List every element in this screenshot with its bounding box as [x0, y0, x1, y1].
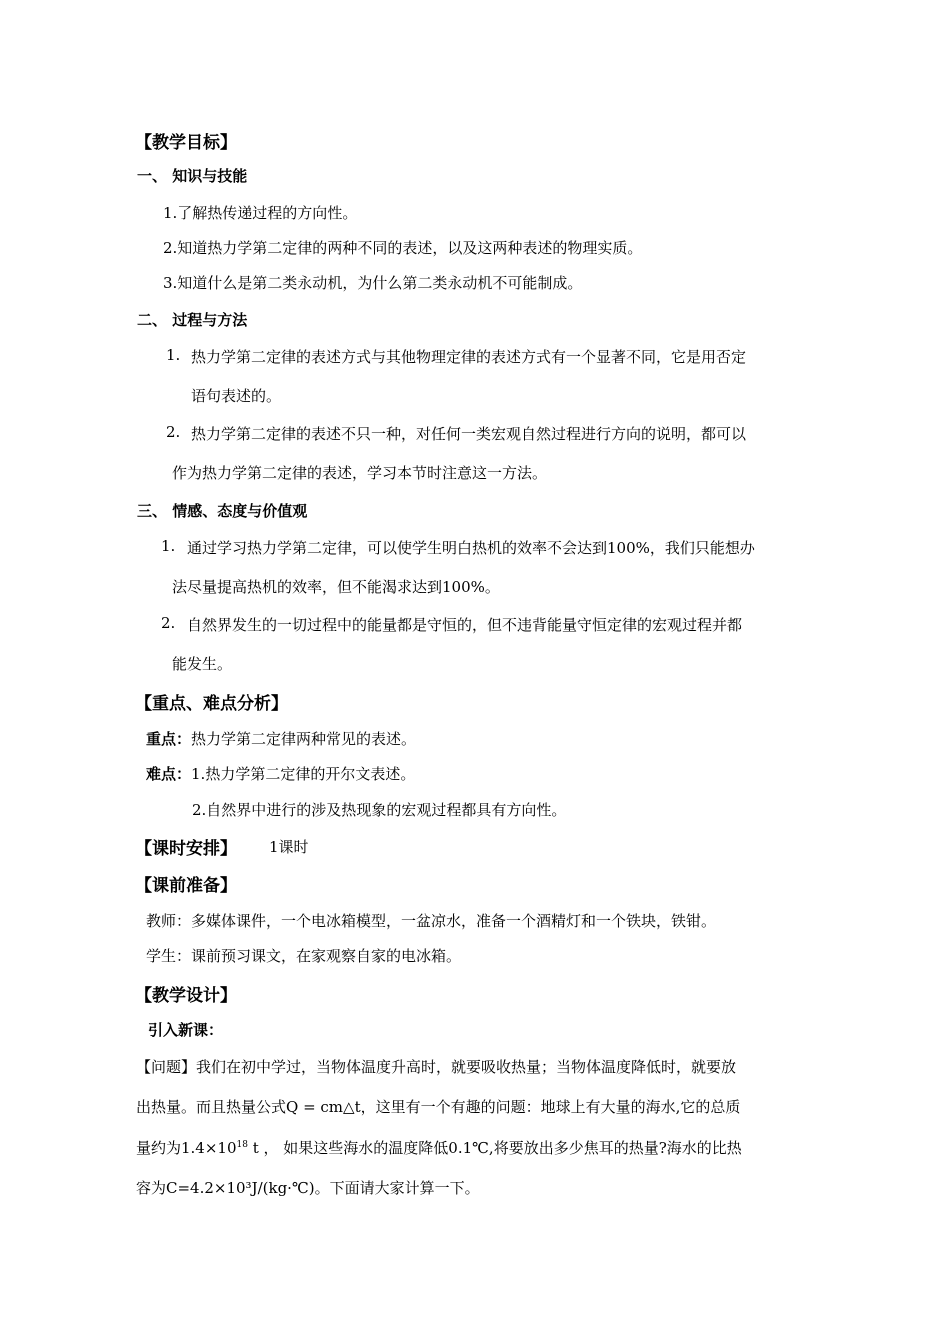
list-item-number: 2. — [166, 423, 181, 441]
key-points-heading: 【重点、难点分析】 — [135, 694, 288, 714]
section-title-attitude: 三、 情感、态度与价值观 — [137, 502, 308, 520]
question-label: 【问题】 — [136, 1058, 197, 1076]
exponent: 18 — [236, 1140, 248, 1150]
difficult-text-2: 2.自然界中进行的涉及热现象的宏观过程都具有方向性。 — [192, 801, 567, 819]
question-line-1: 【问题】我们在初中学过，当物体温度升高时，就要吸收热量；当物体温度降低时，就要放 — [136, 1058, 737, 1076]
list-item: 2.知道热力学第二定律的两种不同的表述，以及这两种表述的物理实质。 — [163, 239, 643, 257]
preparation-heading: 【课前准备】 — [135, 876, 237, 896]
key-text: 热力学第二定律两种常见的表述。 — [191, 730, 417, 748]
schedule-value: 1课时 — [269, 838, 309, 856]
section-title-knowledge: 一、 知识与技能 — [137, 167, 248, 185]
design-heading: 【教学设计】 — [135, 986, 237, 1006]
teacher-preparation: 教师：多媒体课件，一个电冰箱模型，一盆凉水，准备一个酒精灯和一个铁块，铁钳。 — [146, 912, 717, 930]
student-preparation: 学生：课前预习课文，在家观察自家的电冰箱。 — [146, 947, 462, 965]
list-item-continuation: 作为热力学第二定律的表述，学习本节时注意这一方法。 — [172, 464, 548, 482]
list-item: 热力学第二定律的表述方式与其他物理定律的表述方式有一个显著不同，它是用否定 — [191, 348, 747, 366]
list-item-continuation: 法尽量提高热机的效率，但不能渴求达到100%。 — [172, 578, 500, 596]
question-line-3: 量约为$1.4\times 10^{18}$ t ， 如果这些海水的温度降低0.1℃,将要放出多少焦耳的热量?海水的比热 — [136, 1139, 742, 1157]
difficult-text-1: 1.热力学第二定律的开尔文表述。 — [191, 765, 416, 783]
list-item-number: 1. — [161, 537, 176, 555]
difficult-label: 难点： — [146, 765, 192, 783]
list-item: 3.知道什么是第二类永动机，为什么第二类永动机不可能制成。 — [163, 274, 583, 292]
list-item-continuation: 语句表述的。 — [191, 387, 282, 405]
question-line-4: 容为C=4.2×10³J/(kg·℃)。下面请大家计算一下。 — [136, 1179, 480, 1197]
list-item: 1.了解热传递过程的方向性。 — [163, 204, 358, 222]
question-line-2: 出热量。而且热量公式Q = cm△t，这里有一个有趣的问题：地球上有大量的海水,它的总质 — [136, 1098, 741, 1116]
key-label: 重点： — [146, 730, 192, 748]
list-item-number: 2. — [161, 614, 176, 632]
difficult-point-line — [146, 763, 415, 784]
intro-label: 引入新课： — [148, 1021, 224, 1039]
list-item: 热力学第二定律的表述不只一种，对任何一类宏观自然过程进行方向的说明，都可以 — [191, 425, 747, 443]
list-item: 自然界发生的一切过程中的能量都是守恒的，但不违背能量守恒定律的宏观过程并都 — [187, 616, 743, 634]
key-point-line — [146, 728, 416, 749]
list-item-continuation: 能发生。 — [172, 655, 233, 673]
list-item-number: 1. — [166, 346, 181, 364]
schedule-heading: 【课时安排】 — [135, 839, 237, 859]
objectives-heading: 【教学目标】 — [135, 133, 237, 153]
list-item: 通过学习热力学第二定律，可以使学生明白热机的效率不会达到100%，我们只能想办 — [187, 539, 755, 557]
section-title-process: 二、 过程与方法 — [137, 311, 248, 329]
